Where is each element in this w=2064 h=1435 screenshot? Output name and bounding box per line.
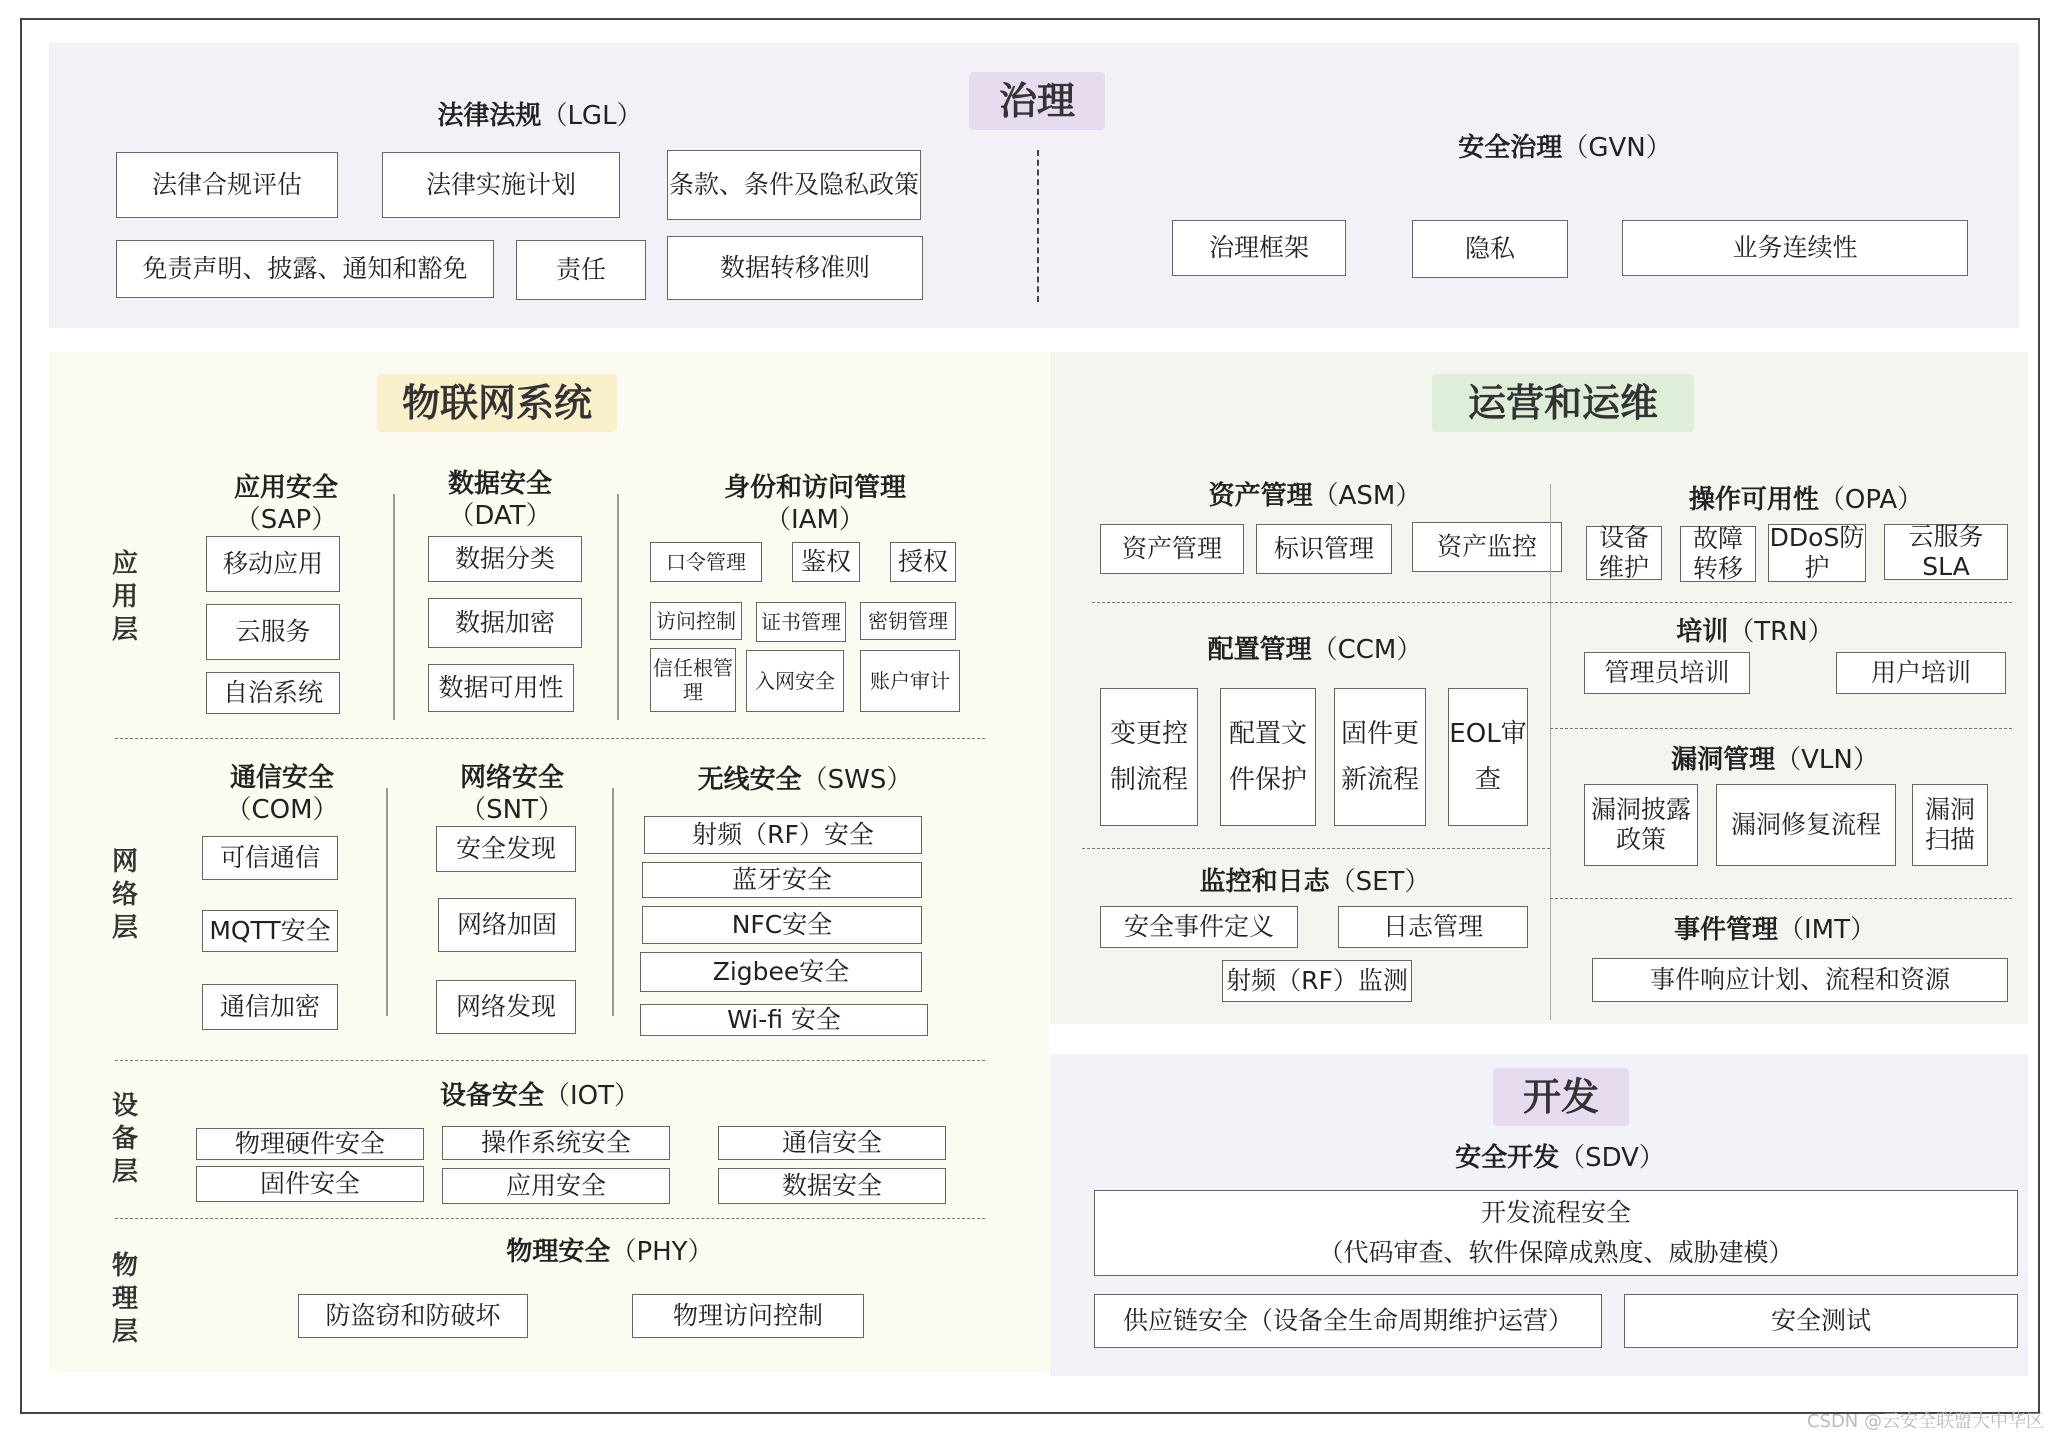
layer-label-app: 应用层 xyxy=(111,549,138,645)
sap-code: （SAP） xyxy=(234,505,338,535)
column-divider xyxy=(386,788,388,1016)
gvn-item: 业务连续性 xyxy=(1622,220,1968,276)
asm-code: （ASM） xyxy=(1312,481,1422,511)
opa-item: 设备维护 xyxy=(1586,526,1662,580)
iam-item: 账户审计 xyxy=(860,650,960,712)
asm-item: 资产监控 xyxy=(1412,522,1562,572)
iotsec-item: 物理硬件安全 xyxy=(196,1128,424,1160)
trn-code: （TRN） xyxy=(1728,617,1834,647)
watermark: CSDN @云安全联盟大中华区 xyxy=(1806,1411,2044,1432)
set-code: （SET） xyxy=(1329,867,1431,897)
opa-code: （OPA） xyxy=(1818,485,1924,515)
operations-tag: 运营和运维 xyxy=(1432,374,1694,432)
dat-item: 数据加密 xyxy=(428,598,582,648)
sdv-item-testing: 安全测试 xyxy=(1624,1294,2018,1348)
opa-item: 云服务SLA xyxy=(1884,524,2008,580)
lgl-item: 责任 xyxy=(516,240,646,300)
imt-code: （IMT） xyxy=(1778,915,1876,945)
set-item: 射频（RF）监测 xyxy=(1222,960,1412,1002)
sdv-title: 安全开发 xyxy=(1455,1143,1560,1173)
sws-code: （SWS） xyxy=(801,765,913,795)
sap-item: 移动应用 xyxy=(206,536,340,592)
opa-item: DDoS防护 xyxy=(1769,523,1865,582)
iotsec-item: 应用安全 xyxy=(442,1168,670,1204)
snt-title: 网络安全 xyxy=(459,763,564,793)
snt-item: 安全发现 xyxy=(436,826,576,872)
governance-tag: 治理 xyxy=(969,72,1105,130)
dat-code: （DAT） xyxy=(448,501,552,531)
imt-title: 事件管理 xyxy=(1674,915,1779,945)
set-title: 监控和日志 xyxy=(1199,867,1330,897)
iam-item: 授权 xyxy=(890,542,956,582)
iotsec-item: 操作系统安全 xyxy=(442,1126,670,1160)
vln-item: 漏洞披露政策 xyxy=(1584,784,1698,866)
iotsec-title: 设备安全 xyxy=(439,1081,544,1111)
sap-item: 云服务 xyxy=(206,604,340,660)
sws-item: 蓝牙安全 xyxy=(642,862,922,898)
sdv-item-supply-chain: 供应链安全（设备全生命周期维护运营） xyxy=(1094,1294,1602,1348)
phy-title: 物理安全 xyxy=(506,1237,611,1267)
gvn-code: （GVN） xyxy=(1562,133,1672,163)
iotsec-item: 固件安全 xyxy=(196,1166,424,1202)
sap-heading xyxy=(206,472,366,536)
iam-item: 信任根管理 xyxy=(650,648,736,712)
asm-heading xyxy=(1180,480,1450,512)
dat-item: 数据可用性 xyxy=(428,664,574,712)
lgl-title: 法律法规 xyxy=(437,101,542,131)
lgl-item: 数据转移准则 xyxy=(667,236,923,300)
layer-label-device: 设备层 xyxy=(111,1091,138,1187)
sdv-code: （SDV） xyxy=(1559,1143,1665,1173)
iam-title: 身份和访问管理 xyxy=(723,473,906,503)
ops-divider xyxy=(1550,728,2012,729)
iam-code: （IAM） xyxy=(765,505,865,535)
lgl-item: 法律合规评估 xyxy=(116,152,338,218)
ops-divider xyxy=(1550,602,2012,603)
gvn-title: 安全治理 xyxy=(1458,133,1563,163)
layer-divider xyxy=(115,738,985,739)
phy-code: （PHY） xyxy=(610,1237,714,1267)
ops-divider xyxy=(1082,848,1550,849)
set-heading xyxy=(1180,866,1450,898)
set-item: 日志管理 xyxy=(1338,906,1528,948)
iam-item: 入网安全 xyxy=(746,650,844,712)
column-divider xyxy=(393,494,395,720)
sws-item: Zigbee安全 xyxy=(640,952,922,992)
dat-item: 数据分类 xyxy=(428,536,582,582)
layer-divider xyxy=(115,1060,985,1061)
sdv-process-title: 开发流程安全 xyxy=(1480,1198,1631,1227)
phy-item: 防盗窃和防破坏 xyxy=(298,1294,528,1338)
lgl-item: 条款、条件及隐私政策 xyxy=(667,150,921,220)
ccm-item: 配置文件保护 xyxy=(1220,688,1316,826)
sap-title: 应用安全 xyxy=(233,473,338,503)
ops-divider xyxy=(1550,898,2012,899)
vln-title: 漏洞管理 xyxy=(1671,745,1776,775)
trn-title: 培训 xyxy=(1676,617,1729,647)
asm-item: 资产管理 xyxy=(1100,524,1244,574)
imt-item: 事件响应计划、流程和资源 xyxy=(1592,958,2008,1002)
imt-heading xyxy=(1640,914,1910,946)
lgl-heading xyxy=(380,100,700,132)
trn-item: 用户培训 xyxy=(1836,652,2006,694)
ccm-item: EOL审查 xyxy=(1448,688,1528,826)
opa-item: 故障转移 xyxy=(1680,526,1756,582)
trn-item: 管理员培训 xyxy=(1584,652,1750,694)
column-divider xyxy=(612,788,614,1016)
phy-item: 物理访问控制 xyxy=(632,1294,864,1338)
set-item: 安全事件定义 xyxy=(1100,906,1298,948)
iam-item: 口令管理 xyxy=(650,542,762,582)
ccm-heading xyxy=(1180,634,1450,666)
governance-divider xyxy=(1037,150,1039,302)
com-heading xyxy=(202,762,362,826)
sdv-process-detail: （代码审查、软件保障成熟度、威胁建模） xyxy=(1318,1238,1794,1267)
dat-heading xyxy=(420,468,580,532)
iam-item: 密钥管理 xyxy=(860,602,956,640)
vln-item: 漏洞修复流程 xyxy=(1716,784,1896,866)
ccm-item: 变更控制流程 xyxy=(1100,688,1198,826)
iam-item: 访问控制 xyxy=(650,602,742,640)
com-code: （COM） xyxy=(225,795,339,825)
opa-heading xyxy=(1676,484,1936,516)
vln-code: （VLN） xyxy=(1775,745,1879,775)
layer-label-physical: 物理层 xyxy=(111,1251,138,1347)
gvn-heading xyxy=(1420,132,1710,164)
sws-item: NFC安全 xyxy=(642,906,922,944)
sap-item: 自治系统 xyxy=(206,672,340,714)
layer-divider xyxy=(115,1218,985,1219)
snt-heading xyxy=(432,762,592,826)
sdv-item-process xyxy=(1094,1190,2018,1276)
com-item: 可信通信 xyxy=(202,836,338,880)
lgl-item: 法律实施计划 xyxy=(382,152,620,218)
asm-title: 资产管理 xyxy=(1208,481,1313,511)
com-item: MQTT安全 xyxy=(202,910,338,952)
ccm-code: （CCM） xyxy=(1311,635,1423,665)
ops-column-divider xyxy=(1550,484,1551,1020)
snt-item: 网络发现 xyxy=(436,980,576,1034)
iam-item: 证书管理 xyxy=(756,602,846,642)
column-divider xyxy=(617,494,619,720)
com-item: 通信加密 xyxy=(202,984,338,1030)
opa-title: 操作可用性 xyxy=(1688,485,1819,515)
iotsec-code: （IOT） xyxy=(544,1081,641,1111)
iotsec-item: 数据安全 xyxy=(718,1168,946,1204)
vln-heading xyxy=(1640,744,1910,776)
iot-system-tag: 物联网系统 xyxy=(377,374,617,432)
com-title: 通信安全 xyxy=(229,763,334,793)
iotsec-heading xyxy=(400,1080,680,1112)
gvn-item: 隐私 xyxy=(1412,220,1568,278)
lgl-item: 免责声明、披露、通知和豁免 xyxy=(116,240,494,298)
sdv-heading xyxy=(1420,1142,1700,1174)
layer-label-net: 网络层 xyxy=(111,847,138,943)
snt-code: （SNT） xyxy=(460,795,564,825)
development-tag: 开发 xyxy=(1493,1068,1629,1126)
sws-item: 射频（RF）安全 xyxy=(644,816,922,854)
ccm-item: 固件更新流程 xyxy=(1334,688,1426,826)
sws-item: Wi-fi 安全 xyxy=(640,1004,928,1036)
iotsec-item: 通信安全 xyxy=(718,1126,946,1160)
sws-heading xyxy=(680,764,930,796)
gvn-item: 治理框架 xyxy=(1172,220,1346,276)
vln-item: 漏洞扫描 xyxy=(1912,784,1988,866)
dat-title: 数据安全 xyxy=(447,469,552,499)
ccm-title: 配置管理 xyxy=(1207,635,1312,665)
iam-item: 鉴权 xyxy=(792,542,860,582)
lgl-code: （LGL） xyxy=(541,101,643,131)
trn-heading xyxy=(1620,616,1890,648)
ops-divider xyxy=(1092,602,1550,603)
phy-heading xyxy=(470,1236,750,1268)
snt-item: 网络加固 xyxy=(438,898,576,952)
asm-item: 标识管理 xyxy=(1256,524,1392,574)
iam-heading xyxy=(690,472,940,536)
sws-title: 无线安全 xyxy=(697,765,802,795)
